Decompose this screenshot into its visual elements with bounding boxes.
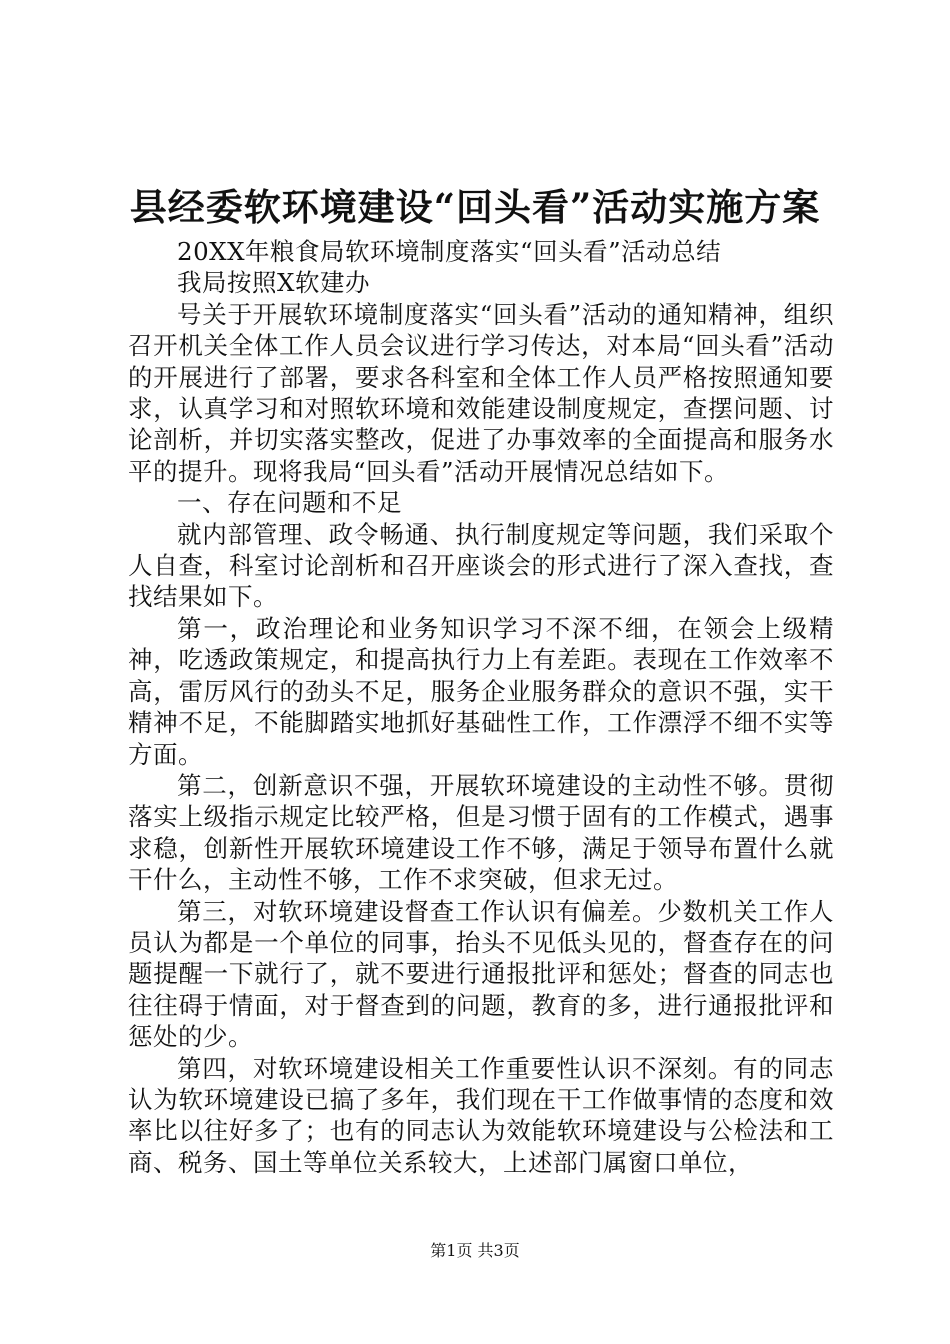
paragraph: 第二，创新意识不强，开展软环境建设的主动性不够。贯彻落实上级指示规定比较严格，但是习惯于固有的工作模式，遇事求稳，创新性开展软环境建设工作不够，满足于领导布置什么就干什么，主动性不够，工作不求突破，但求无过。 <box>128 770 834 895</box>
paragraph: 号关于开展软环境制度落实“回头看”活动的通知精神，组织召开机关全体工作人员会议进行学习传达，对本局“回头看”活动的开展进行了部署，要求各科室和全体工作人员严格按照通知要求，认真学习和对照软环境和效能建设制度规定，查摆问题、讨论剖析，并切实落实整改，促进了办事效率的全面提高和服务水平的提升。现将我局“回头看”活动开展情况总结如下。 <box>128 299 834 486</box>
paragraph: 就内部管理、政令畅通、执行制度规定等问题，我们采取个人自查，科室讨论剖析和召开座谈会的形式进行了深入查找，查找结果如下。 <box>128 519 834 612</box>
paragraph: 20XX年粮食局软环境制度落实“回头看”活动总结 <box>177 237 722 266</box>
paragraph: 第一，政治理论和业务知识学习不深不细，在领会上级精神，吃透政策规定，和提高执行力上有差距。表现在工作效率不高，雷厉风行的劲头不足，服务企业服务群众的意识不强，实干精神不足，不能脚踏实地抓好基础性工作，工作漂浮不细不实等方面。 <box>128 613 834 769</box>
page-footer: 第1页 共3页 <box>430 1241 520 1260</box>
document-title: 县经委软环境建设“回头看”活动实施方案 <box>129 185 821 229</box>
paragraph: 第四，对软环境建设相关工作重要性认识不深刻。有的同志认为软环境建设已搞了多年，我们现在干工作做事情的态度和效率比以往好多了；也有的同志认为效能软环境建设与公检法和工商、税务、国土等单位关系较大，上述部门属窗口单位， <box>128 1053 834 1177</box>
paragraph: 我局按照X软建办 <box>177 268 370 298</box>
section-heading: 一、存在问题和不足 <box>177 488 402 518</box>
document-body <box>128 236 834 1178</box>
paragraph: 第三，对软环境建设督查工作认识有偏差。少数机关工作人员认为都是一个单位的同事，抬头不见低头见的，督查存在的问题提醒一下就行了，就不要进行通报批评和惩处；督查的同志也往往碍于情面，对于督查到的问题，教育的多，进行通报批评和惩处的少。 <box>128 896 834 1052</box>
